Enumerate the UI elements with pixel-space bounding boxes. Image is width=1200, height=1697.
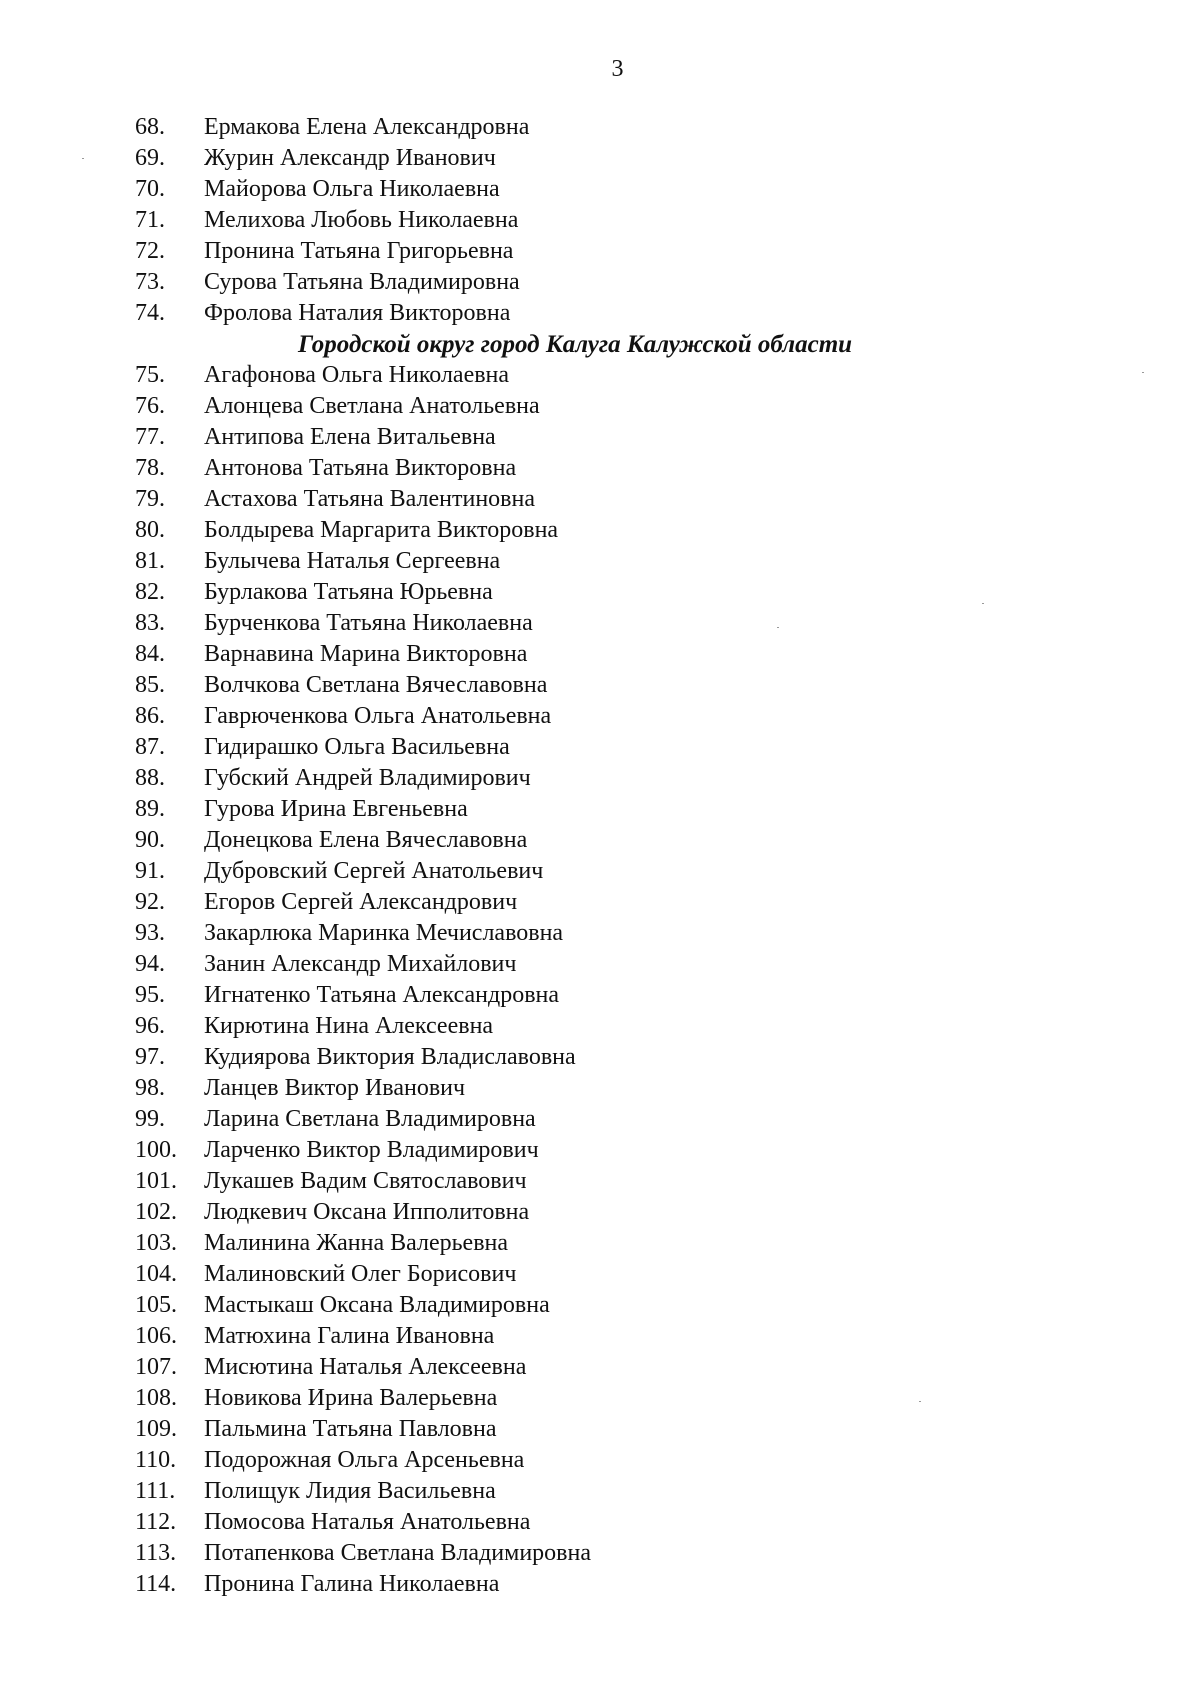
list-item-name: Пронина Галина Николаевна	[204, 1571, 500, 1597]
list-item	[0, 1228, 1200, 1259]
list-item	[0, 1073, 1200, 1104]
list-item-number: 102.	[135, 1199, 177, 1225]
list-item	[0, 1414, 1200, 1445]
list-item-name: Гаврюченкова Ольга Анатольевна	[204, 703, 552, 729]
list-item-name: Ларина Светлана Владимировна	[204, 1106, 536, 1132]
list-item	[0, 608, 1200, 639]
page-number: 3	[611, 56, 624, 82]
list-item-name: Занин Александр Михайлович	[204, 951, 517, 977]
list-item-number: 74.	[135, 300, 165, 326]
list-item-name: Кирютина Нина Алексеевна	[204, 1013, 494, 1039]
list-item-number: 68.	[135, 114, 165, 140]
list-item	[0, 360, 1200, 391]
list-item-number: 81.	[135, 548, 165, 574]
list-item	[0, 1569, 1200, 1600]
list-item	[0, 391, 1200, 422]
list-item	[0, 205, 1200, 236]
list-item-name: Астахова Татьяна Валентиновна	[204, 486, 535, 512]
list-item-number: 75.	[135, 362, 165, 388]
scan-speck	[1142, 372, 1144, 373]
list-item-number: 97.	[135, 1044, 165, 1070]
list-item	[0, 298, 1200, 329]
list-item-number: 109.	[135, 1416, 177, 1442]
list-item-number: 93.	[135, 920, 165, 946]
list-item-name: Людкевич Оксана Ипполитовна	[204, 1199, 530, 1225]
list-item-number: 110.	[135, 1447, 177, 1473]
list-item-name: Болдырева Маргарита Викторовна	[204, 517, 559, 543]
list-item-name: Булычева Наталья Сергеевна	[204, 548, 501, 574]
list-item-name: Журин Александр Иванович	[204, 145, 496, 171]
scan-speck	[82, 158, 84, 159]
list-item-name: Алонцева Светлана Анатольевна	[204, 393, 540, 419]
list-item-name: Сурова Татьяна Владимировна	[204, 269, 520, 295]
list-item-number: 103.	[135, 1230, 177, 1256]
scan-speck	[777, 627, 779, 628]
list-item-name: Ланцев Виктор Иванович	[204, 1075, 466, 1101]
list-item	[0, 763, 1200, 794]
list-item	[0, 484, 1200, 515]
list-item-number: 96.	[135, 1013, 165, 1039]
list-item-name: Лукашев Вадим Святославович	[204, 1168, 527, 1194]
list-item	[0, 856, 1200, 887]
name-list	[0, 112, 1200, 1600]
list-item	[0, 1135, 1200, 1166]
list-item	[0, 267, 1200, 298]
list-item-name: Антипова Елена Витальевна	[204, 424, 496, 450]
list-item	[0, 143, 1200, 174]
list-item-number: 91.	[135, 858, 165, 884]
list-item-number: 87.	[135, 734, 165, 760]
list-item-name: Мелихова Любовь Николаевна	[204, 207, 519, 233]
list-item-name: Антонова Татьяна Викторовна	[204, 455, 517, 481]
entries-before-group	[0, 112, 1200, 329]
list-item-number: 111.	[135, 1478, 176, 1504]
list-item-number: 112.	[135, 1509, 177, 1535]
list-item	[0, 1259, 1200, 1290]
list-item	[0, 670, 1200, 701]
list-item-name: Потапенкова Светлана Владимировна	[204, 1540, 591, 1566]
list-item	[0, 174, 1200, 205]
list-item-number: 100.	[135, 1137, 177, 1163]
list-item	[0, 701, 1200, 732]
list-item-name: Малиновский Олег Борисович	[204, 1261, 517, 1287]
list-item-number: 99.	[135, 1106, 165, 1132]
list-item	[0, 1383, 1200, 1414]
list-item	[0, 639, 1200, 670]
list-item	[0, 1290, 1200, 1321]
list-item-name: Бурлакова Татьяна Юрьевна	[204, 579, 493, 605]
list-item-number: 89.	[135, 796, 165, 822]
list-item-name: Мисютина Наталья Алексеевна	[204, 1354, 527, 1380]
list-item-number: 92.	[135, 889, 165, 915]
list-item	[0, 918, 1200, 949]
list-item-name: Гурова Ирина Евгеньевна	[204, 796, 468, 822]
list-item-number: 106.	[135, 1323, 177, 1349]
list-item-name: Бурченкова Татьяна Николаевна	[204, 610, 533, 636]
list-item-number: 114.	[135, 1571, 177, 1597]
list-item	[0, 1011, 1200, 1042]
section-header-text: Городской округ город Калуга Калужской области	[298, 331, 853, 358]
list-item	[0, 515, 1200, 546]
list-item	[0, 1197, 1200, 1228]
list-item-name: Майорова Ольга Николаевна	[204, 176, 500, 202]
list-item-name: Дубровский Сергей Анатольевич	[204, 858, 544, 884]
list-item-name: Полищук Лидия Васильевна	[204, 1478, 496, 1504]
list-item-number: 107.	[135, 1354, 177, 1380]
list-item-name: Матюхина Галина Ивановна	[204, 1323, 495, 1349]
list-item-number: 86.	[135, 703, 165, 729]
list-item	[0, 1042, 1200, 1073]
list-item	[0, 236, 1200, 267]
scan-speck	[919, 1401, 921, 1402]
list-item-number: 73.	[135, 269, 165, 295]
list-item-number: 82.	[135, 579, 165, 605]
list-item-name: Пальмина Татьяна Павловна	[204, 1416, 497, 1442]
entries-after-group	[0, 360, 1200, 1600]
list-item	[0, 1538, 1200, 1569]
list-item-number: 101.	[135, 1168, 177, 1194]
list-item	[0, 732, 1200, 763]
list-item-number: 104.	[135, 1261, 177, 1287]
list-item-name: Губский Андрей Владимирович	[204, 765, 531, 791]
list-item-number: 95.	[135, 982, 165, 1008]
list-item-number: 105.	[135, 1292, 177, 1318]
list-item-number: 108.	[135, 1385, 177, 1411]
list-item-name: Помосова Наталья Анатольевна	[204, 1509, 531, 1535]
list-item	[0, 112, 1200, 143]
list-item-number: 80.	[135, 517, 165, 543]
list-item-name: Новикова Ирина Валерьевна	[204, 1385, 498, 1411]
list-item-number: 98.	[135, 1075, 165, 1101]
scan-speck	[982, 603, 984, 604]
list-item-name: Мастыкаш Оксана Владимировна	[204, 1292, 550, 1318]
list-item-name: Малинина Жанна Валерьевна	[204, 1230, 509, 1256]
list-item-number: 113.	[135, 1540, 177, 1566]
list-item-name: Подорожная Ольга Арсеньевна	[204, 1447, 525, 1473]
list-item-number: 69.	[135, 145, 165, 171]
list-item-name: Егоров Сергей Александрович	[204, 889, 518, 915]
list-item-number: 79.	[135, 486, 165, 512]
list-item	[0, 1321, 1200, 1352]
list-item-name: Кудиярова Виктория Владиславовна	[204, 1044, 576, 1070]
list-item-name: Волчкова Светлана Вячеславовна	[204, 672, 548, 698]
list-item-number: 72.	[135, 238, 165, 264]
list-item-name: Закарлюка Маринка Мечиславовна	[204, 920, 564, 946]
list-item-number: 84.	[135, 641, 165, 667]
list-item-name: Агафонова Ольга Николаевна	[204, 362, 510, 388]
list-item	[0, 980, 1200, 1011]
list-item-number: 85.	[135, 672, 165, 698]
list-item-name: Фролова Наталия Викторовна	[204, 300, 511, 326]
list-item	[0, 794, 1200, 825]
list-item-number: 70.	[135, 176, 165, 202]
list-item-name: Гидирашко Ольга Васильевна	[204, 734, 510, 760]
list-item-number: 78.	[135, 455, 165, 481]
list-item	[0, 422, 1200, 453]
list-item	[0, 825, 1200, 856]
list-item	[0, 546, 1200, 577]
list-item	[0, 1476, 1200, 1507]
list-item-number: 90.	[135, 827, 165, 853]
list-item	[0, 577, 1200, 608]
list-item	[0, 887, 1200, 918]
list-item	[0, 1445, 1200, 1476]
list-item	[0, 1166, 1200, 1197]
list-item-number: 83.	[135, 610, 165, 636]
list-item	[0, 453, 1200, 484]
list-item-name: Донецкова Елена Вячеславовна	[204, 827, 528, 853]
list-item-name: Игнатенко Татьяна Александровна	[204, 982, 560, 1008]
list-item-number: 76.	[135, 393, 165, 419]
list-item	[0, 949, 1200, 980]
list-item-number: 71.	[135, 207, 165, 233]
list-item	[0, 1352, 1200, 1383]
list-item-number: 94.	[135, 951, 165, 977]
list-item-number: 77.	[135, 424, 165, 450]
list-item-name: Пронина Татьяна Григорьевна	[204, 238, 514, 264]
list-item	[0, 1104, 1200, 1135]
list-item-name: Варнавина Марина Викторовна	[204, 641, 528, 667]
list-item-name: Ермакова Елена Александровна	[204, 114, 530, 140]
list-item	[0, 1507, 1200, 1538]
list-item-number: 88.	[135, 765, 165, 791]
section-header	[0, 329, 1200, 360]
list-item-name: Ларченко Виктор Владимирович	[204, 1137, 539, 1163]
